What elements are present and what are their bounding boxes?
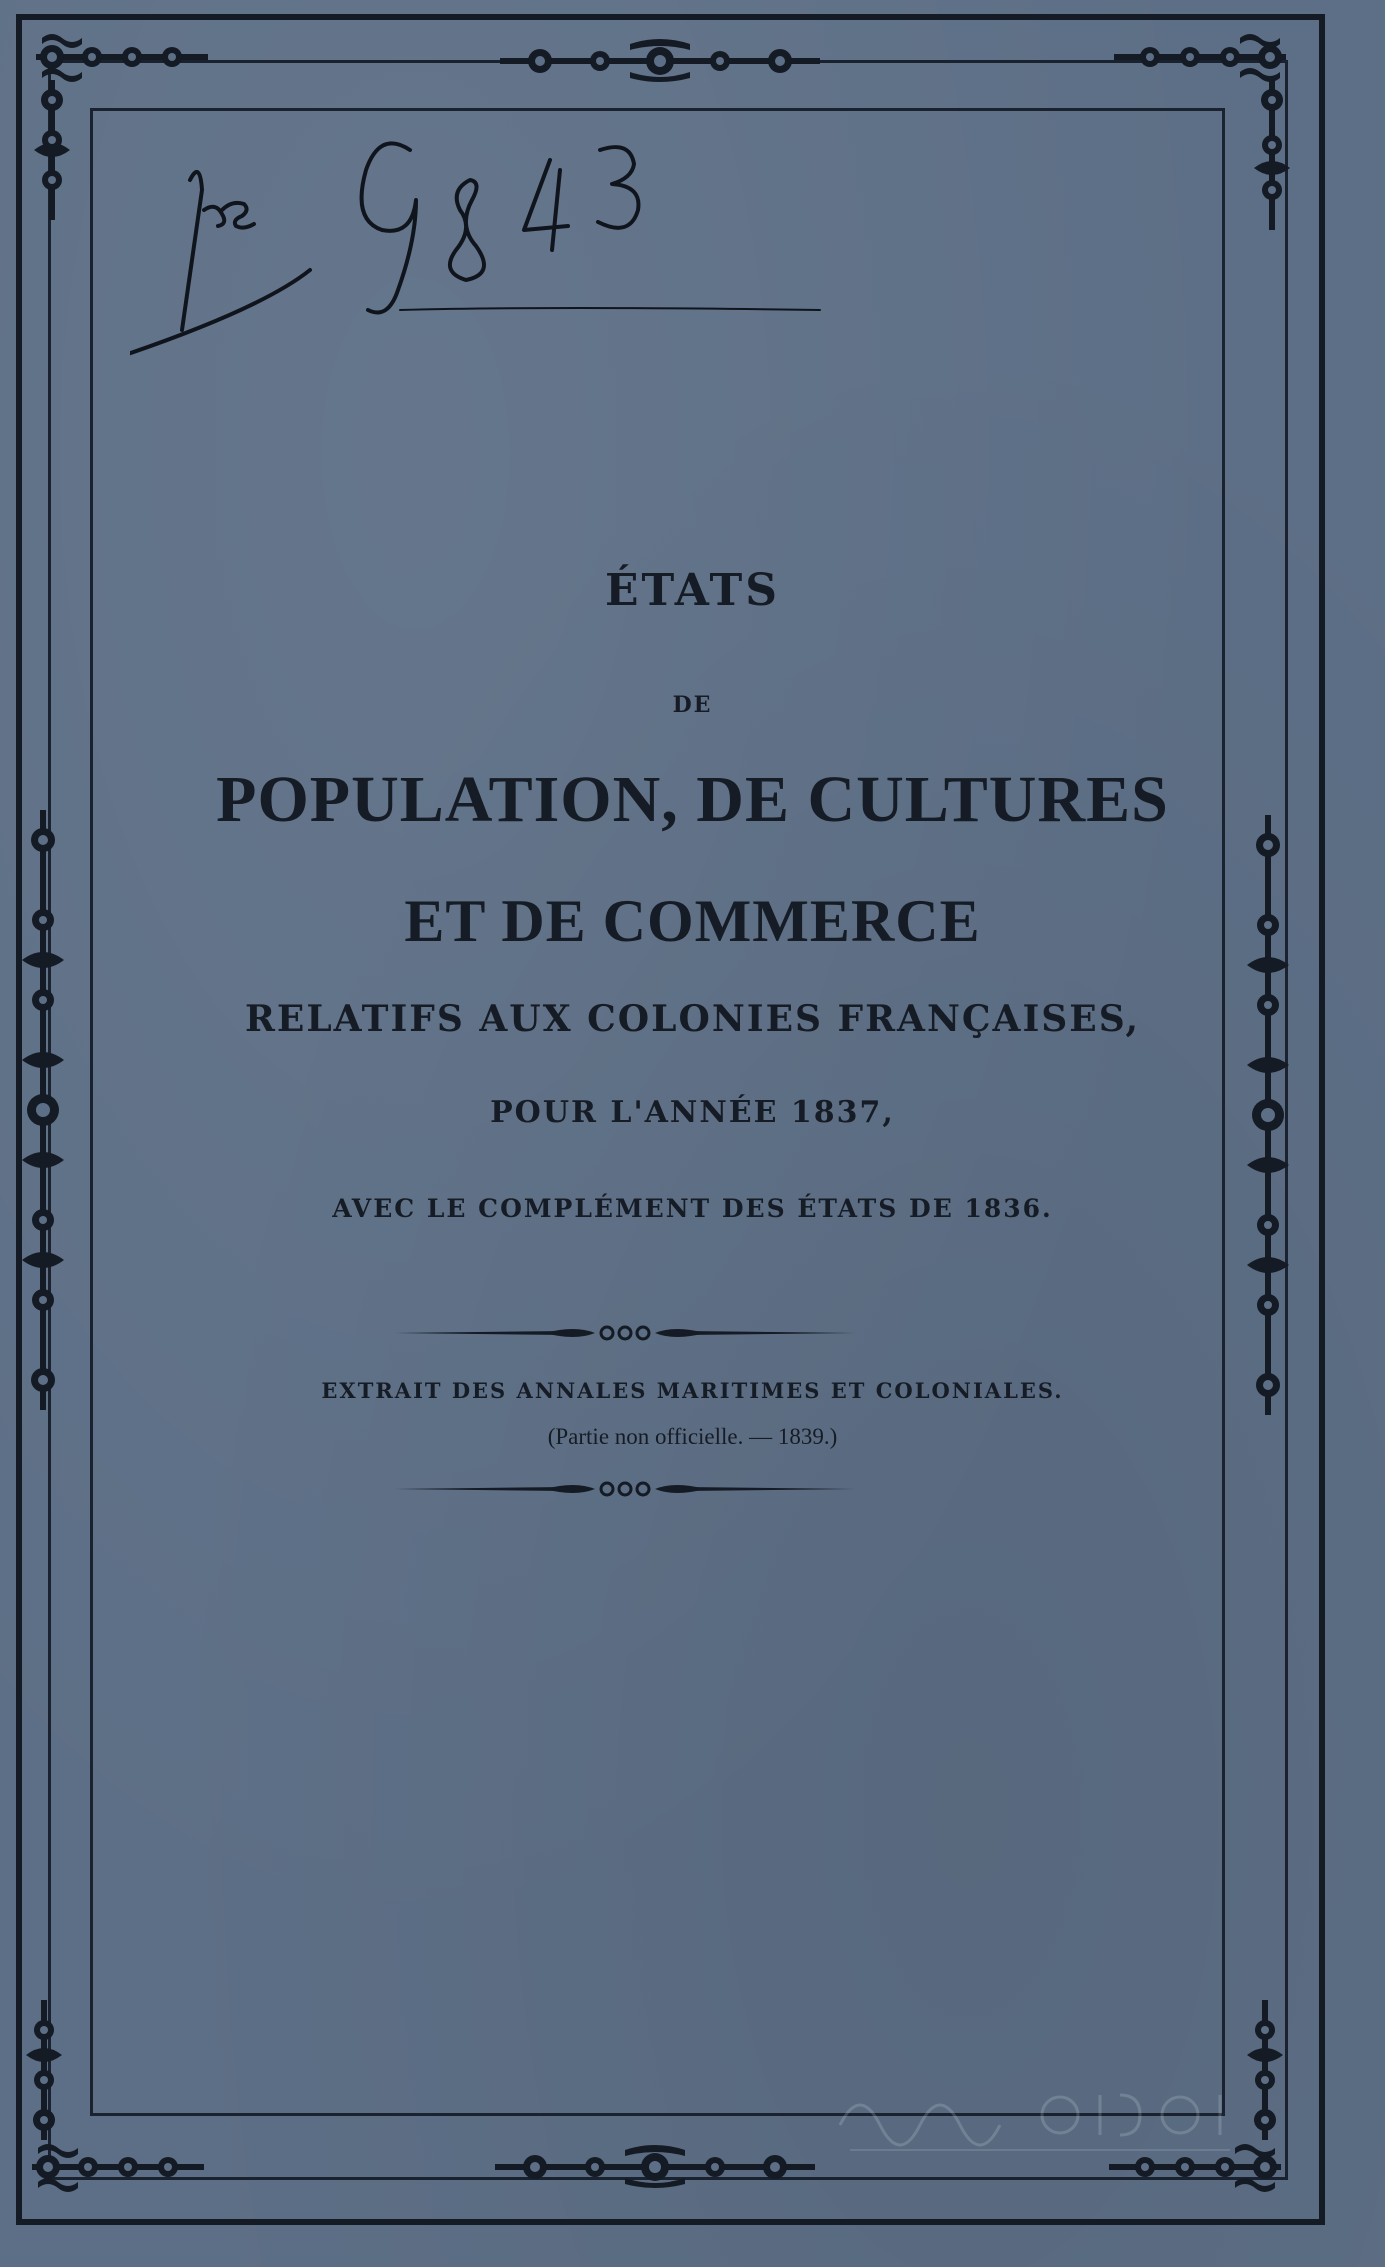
top-right-corner-ornament-icon xyxy=(1110,28,1290,88)
library-watermark-icon xyxy=(830,2055,1250,2165)
bottom-center-ornament-icon xyxy=(495,2142,815,2192)
extract-note: (Partie non officielle. — 1839.) xyxy=(547,1424,838,1449)
left-top-ornament-icon xyxy=(30,80,74,220)
left-bottom-ornament-icon xyxy=(22,2000,66,2140)
top-center-ornament-icon xyxy=(500,36,820,86)
subtitle-complement: AVEC LE COMPLÉMENT DES ÉTATS DE 1836. xyxy=(332,1194,1053,1223)
bottom-left-corner-ornament-icon xyxy=(28,2138,208,2198)
extract-source: EXTRAIT DES ANNALES MARITIMES ET COLONIALES. xyxy=(321,1378,1064,1403)
handwritten-shelfmark xyxy=(130,110,870,370)
rule-ornament-icon xyxy=(395,1322,855,1344)
title-population: POPULATION, DE CULTURES xyxy=(216,763,1169,836)
title-etats: ÉTATS xyxy=(604,565,781,616)
top-left-corner-ornament-icon xyxy=(32,28,212,88)
rule-ornament-icon xyxy=(395,1478,855,1500)
title-commerce: ET DE COMMERCE xyxy=(404,888,981,954)
title-de: DE xyxy=(672,692,713,718)
subtitle-year: POUR L'ANNÉE 1837, xyxy=(490,1095,895,1130)
subtitle-colonies: RELATIFS AUX COLONIES FRANÇAISES, xyxy=(245,998,1140,1040)
right-top-ornament-icon xyxy=(1250,80,1294,230)
